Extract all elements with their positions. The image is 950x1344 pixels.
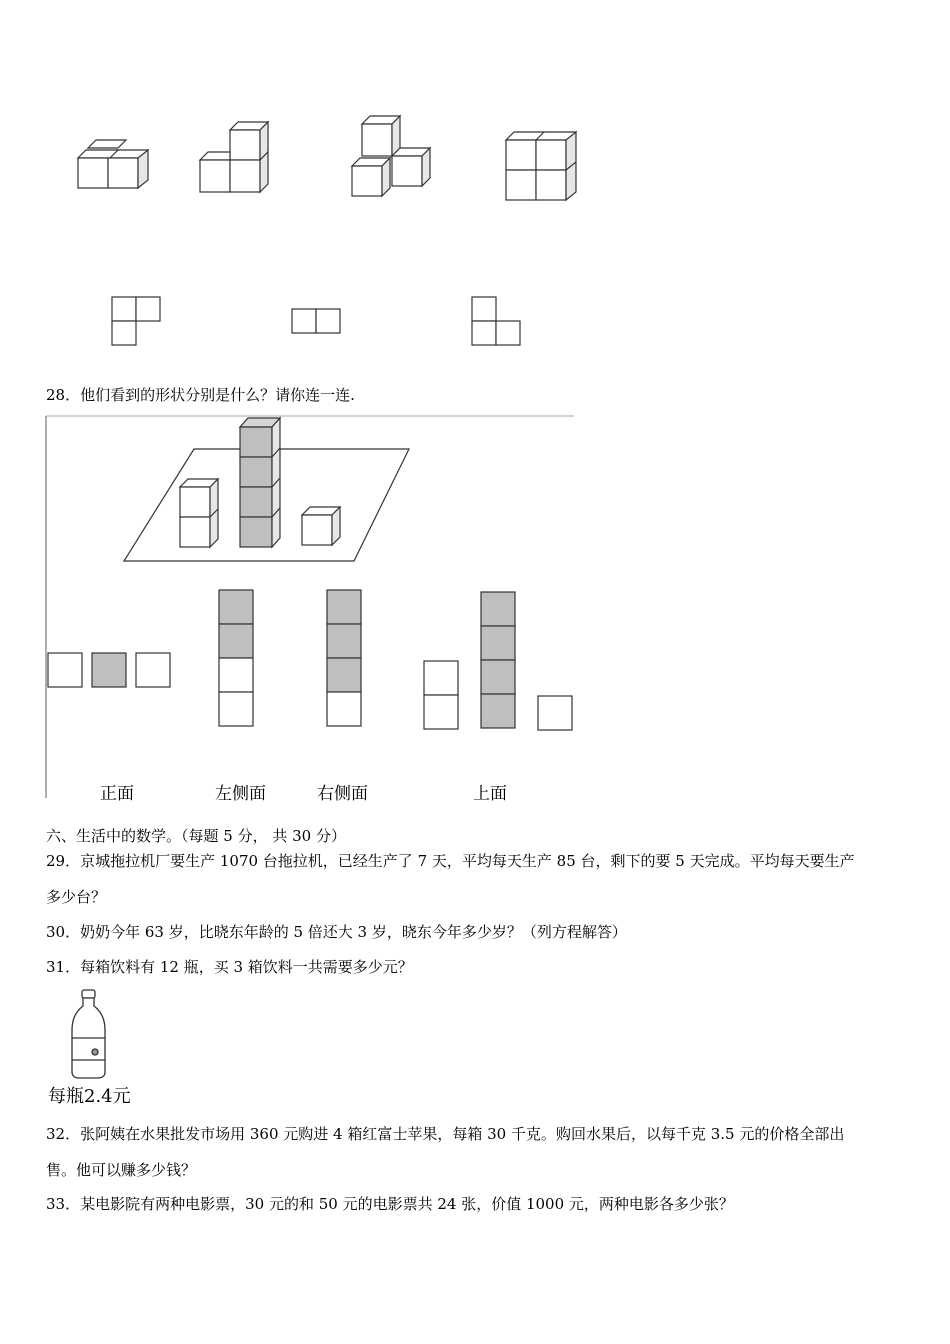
question-29-line2: 多少台？ [46, 888, 107, 906]
stack-left [180, 479, 218, 547]
option-d [424, 592, 572, 730]
question-32-line2: 售。他可以赚多少钱？ [46, 1161, 197, 1179]
cube-figure-1 [70, 130, 160, 200]
stack-middle [240, 418, 280, 547]
option-a [48, 653, 170, 687]
view-shape-1 [110, 295, 165, 347]
question-32-line1: 32．张阿姨在水果批发市场用 360 元购进 4 箱红富士苹果，每箱 30 千克。购回水果后，以每千克 3.5 元的价格全部出 [46, 1125, 845, 1143]
label-left-side: 左侧面 [215, 784, 266, 804]
bottle-price: 每瓶2.4元 [48, 1086, 131, 1107]
option-c [327, 590, 361, 726]
question-33: 33．某电影院有两种电影票，30 元的和 50 元的电影票共 24 张，价值 1000 元，两种电影各多少张？ [46, 1195, 734, 1213]
label-front: 正面 [100, 784, 134, 804]
label-right-side: 右侧面 [317, 784, 368, 804]
question-29-line1: 29．京城拖拉机厂要生产 1070 台拖拉机，已经生产了 7 天，平均每天生产 85 台，剩下的要 5 天完成。平均每天要生产 [46, 852, 855, 870]
view-shape-2 [290, 307, 345, 337]
cube-figure-2 [190, 118, 280, 198]
cube-figure-3 [342, 112, 437, 202]
stack-right [302, 507, 340, 545]
label-top: 上面 [473, 784, 507, 804]
question-30: 30．奶奶今年 63 岁，比晓东年龄的 5 倍还大 3 岁，晓东今年多少岁？（列方程解答） [46, 923, 627, 941]
q28-figure [44, 415, 579, 800]
bottle-icon [66, 988, 111, 1080]
section-6-title: 六、生活中的数学。（每题 5 分， 共 30 分） [46, 827, 346, 845]
view-shape-3 [470, 295, 525, 347]
option-b [219, 590, 253, 726]
question-28: 28．他们看到的形状分别是什么？请你连一连. [46, 386, 355, 404]
question-31: 31．每箱饮料有 12 瓶，买 3 箱饮料一共需要多少元？ [46, 958, 413, 976]
cube-figure-4 [498, 124, 588, 206]
